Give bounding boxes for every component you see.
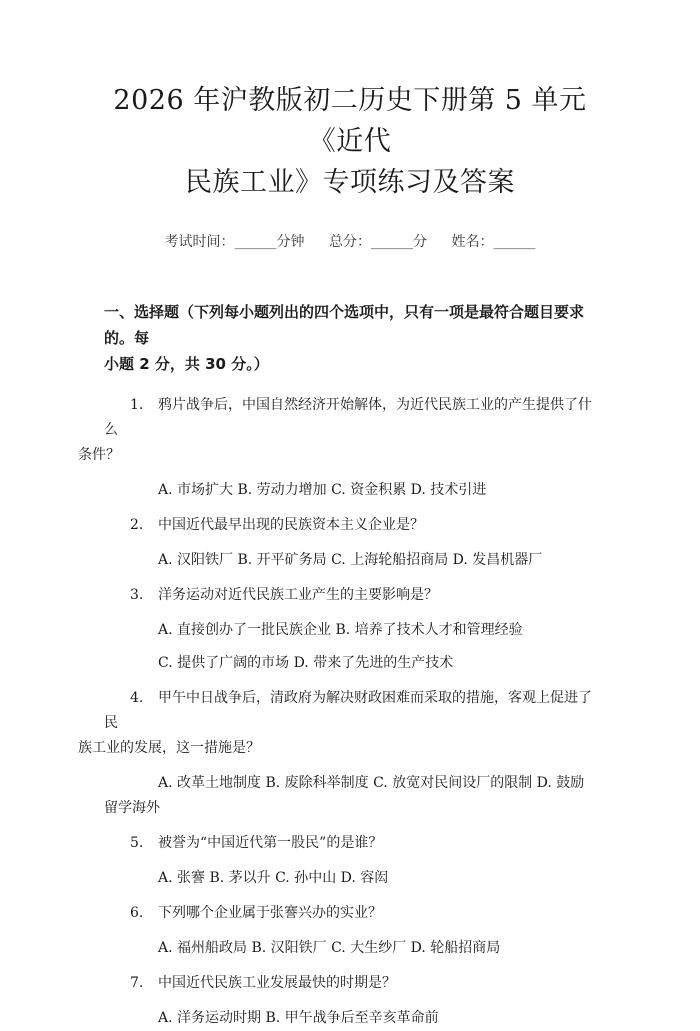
question-number: 2. — [130, 517, 144, 533]
title-line-2: 民族工业》专项练习及答案 — [185, 167, 515, 198]
question-number: 4. — [130, 690, 144, 706]
question-text: 下列哪个企业属于张謇兴办的实业？ — [158, 905, 382, 921]
section-heading — [104, 299, 596, 377]
question-text: 中国近代最早出现的民族资本主义企业是？ — [158, 517, 424, 533]
section-heading-line-1: 一、选择题（下列每小题列出的四个选项中，只有一项是最符合题目要求的。每 — [104, 303, 585, 347]
question-2-options: A. 汉阳铁厂 B. 开平矿务局 C. 上海轮船招商局 D. 发昌机器厂 — [158, 552, 543, 568]
question-text-cont: 族工业的发展，这一措施是？ — [78, 740, 260, 756]
question-4 — [78, 686, 596, 761]
section-heading-line-2: 小题 2 分，共 30 分。） — [104, 355, 269, 373]
question-4-options-line-2: 留学海外 — [104, 800, 160, 816]
question-number: 3. — [130, 587, 144, 603]
question-text: 中国近代民族工业发展最快的时期是？ — [158, 975, 396, 991]
question-number: 5. — [130, 835, 144, 851]
total-score: 总分：______分 — [329, 234, 427, 250]
question-text: 鸦片战争后，中国自然经济开始解体，为近代民族工业的产生提供了什么 — [104, 397, 592, 438]
question-text: 甲午中日战争后，清政府为解决财政困难而采取的措施，客观上促进了民 — [104, 690, 592, 731]
question-4-options-line-1: A. 改革土地制度 B. 废除科举制度 C. 放宽对民间设厂的限制 D. 鼓励 — [158, 775, 585, 791]
question-1-options: A. 市场扩大 B. 劳动力增加 C. 资金积累 D. 技术引进 — [158, 482, 487, 498]
question-5 — [104, 831, 596, 856]
question-3-options-b: C. 提供了广阔的市场 D. 带来了先进的生产技术 — [158, 655, 454, 671]
page-title — [90, 80, 610, 203]
question-7-options: A. 洋务运动时期 B. 甲午战争后至辛亥革命前 — [158, 1010, 439, 1026]
exam-time: 考试时间：______分钟 — [164, 234, 305, 250]
question-6-options: A. 福州船政局 B. 汉阳铁厂 C. 大生纱厂 D. 轮船招商局 — [158, 940, 501, 956]
question-text: 被誉为“中国近代第一股民”的是谁？ — [158, 835, 383, 851]
question-text-cont: 条件？ — [78, 447, 120, 463]
question-7 — [104, 971, 596, 996]
question-4-options — [104, 771, 596, 821]
question-2 — [104, 513, 596, 538]
question-3 — [104, 583, 596, 608]
question-number: 1. — [130, 397, 144, 413]
question-text: 洋务运动对近代民族工业产生的主要影响是？ — [158, 587, 438, 603]
question-3-options-a: A. 直接创办了一批民族企业 B. 培养了技术人才和管理经验 — [158, 622, 523, 638]
question-5-options: A. 张謇 B. 茅以升 C. 孙中山 D. 容闳 — [158, 870, 389, 886]
question-number: 6. — [130, 905, 144, 921]
question-number: 7. — [130, 975, 144, 991]
student-name: 姓名：______ — [451, 234, 536, 250]
exam-info-row — [104, 231, 596, 251]
question-1 — [78, 393, 596, 468]
title-line-1: 2026 年沪教版初二历史下册第 5 单元《近代 — [113, 85, 587, 157]
